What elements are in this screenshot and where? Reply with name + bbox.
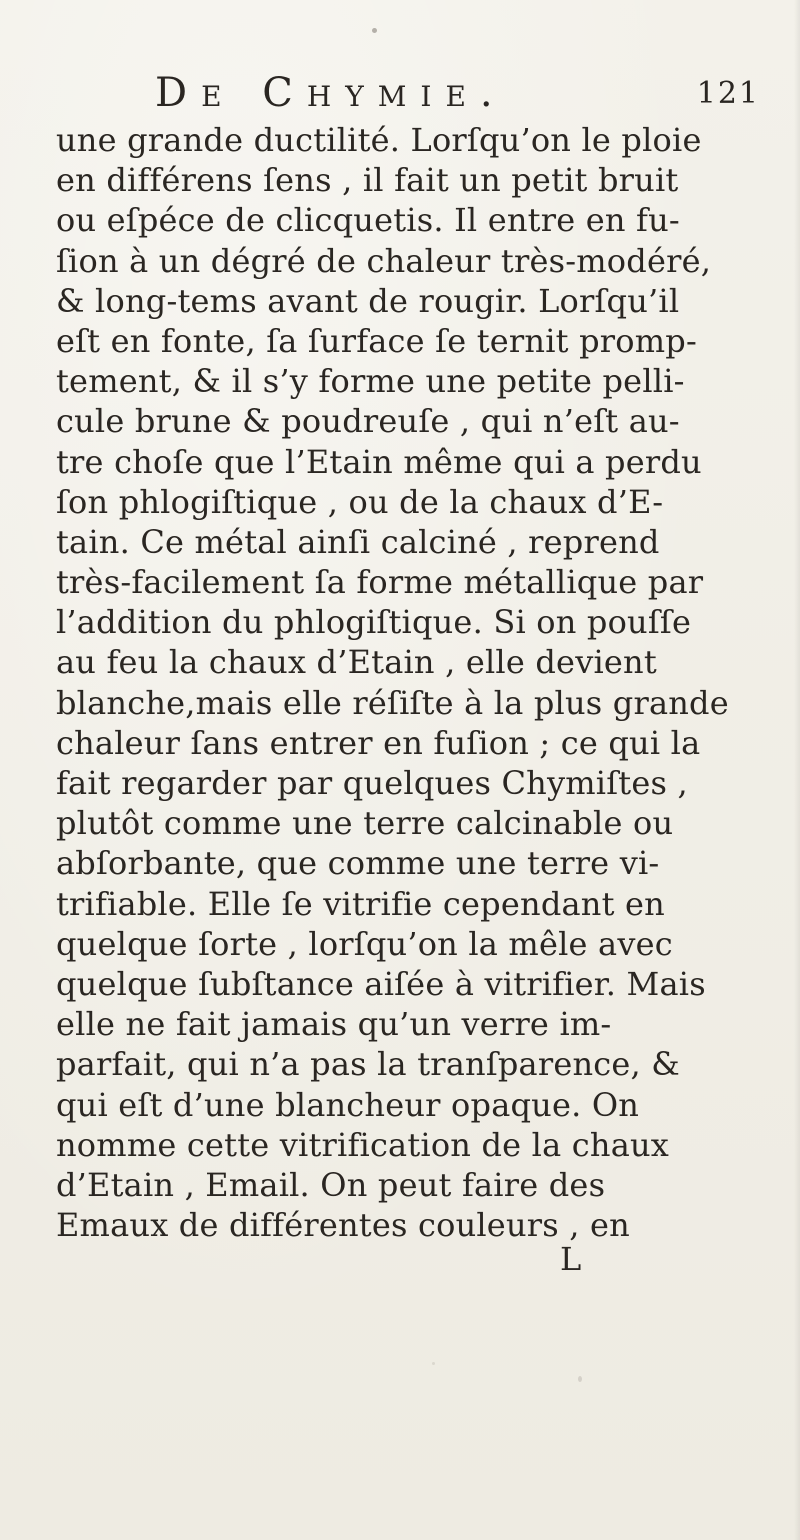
text-line: Emaux de différentes couleurs , en — [56, 1206, 630, 1245]
text-line: quelque ſorte , lorſqu’on la mêle avec — [56, 924, 673, 963]
text-line: blanche,mais elle réſiſte à la plus grande — [56, 683, 729, 722]
text-line: elle ne fait jamais qu’un verre im- — [56, 1005, 612, 1044]
text-line: tain. Ce métal ainſi calciné , reprend — [56, 522, 660, 561]
text-line: tre choſe que l’Etain même qui a perdu — [56, 442, 702, 481]
text-line: cule brune & poudreuſe , qui n’eſt au- — [56, 402, 680, 441]
page-header — [0, 70, 800, 120]
text-line: parfait, qui n’a pas la tranſparence, & — [56, 1045, 680, 1084]
text-line: très-facilement ſa forme métallique par — [56, 563, 704, 602]
text-line: tement, & il s’y forme une petite pelli- — [56, 362, 685, 401]
text-line: ſon phlogiſtique , ou de la chaux d’E- — [56, 482, 664, 521]
ink-speck — [372, 28, 377, 33]
page-number: 121 — [696, 76, 760, 111]
text-line: une grande ductilité. Lorſqu’on le ploie — [56, 121, 702, 159]
text-line: abſorbante, que comme une terre vi- — [56, 844, 660, 883]
text-line: & long-tems avant de rougir. Lorſqu’il — [56, 281, 680, 320]
text-line: ou eſpéce de clicquetis. Il entre en fu- — [56, 201, 680, 240]
text-line: ſion à un dégré de chaleur très-modéré, — [56, 241, 712, 280]
body-text — [56, 120, 766, 1245]
text-line: fait regarder par quelques Chymiſtes , — [56, 764, 688, 802]
text-line: trifiable. Elle ſe vitrifie cependant en — [56, 884, 665, 923]
running-title: De Chymie. — [155, 70, 507, 116]
text-line: d’Etain , Email. On peut faire des — [56, 1165, 606, 1204]
text-line: l’addition du phlogiſtique. Si on pouſſe — [56, 603, 692, 642]
text-line: au feu la chaux d’Etain , elle devient — [56, 643, 657, 682]
page-edge-shadow — [794, 0, 800, 1540]
text-line: eſt en fonte, ſa ſurface ſe ternit promp- — [56, 321, 697, 360]
catchword: L — [560, 1240, 582, 1278]
ink-speck — [432, 1362, 435, 1365]
text-line: plutôt comme une terre calcinable ou — [56, 804, 674, 843]
text-line: chaleur ſans entrer en fuſion ; ce qui la — [56, 723, 701, 762]
text-line: nomme cette vitrification de la chaux — [56, 1125, 670, 1164]
ink-speck — [578, 1376, 582, 1382]
text-line: qui eſt d’une blancheur opaque. On — [56, 1085, 640, 1124]
text-line: en différens ſens , il fait un petit bruit — [56, 161, 679, 200]
text-line: quelque ſubſtance aiſée à vitrifier. Mais — [56, 964, 706, 1003]
